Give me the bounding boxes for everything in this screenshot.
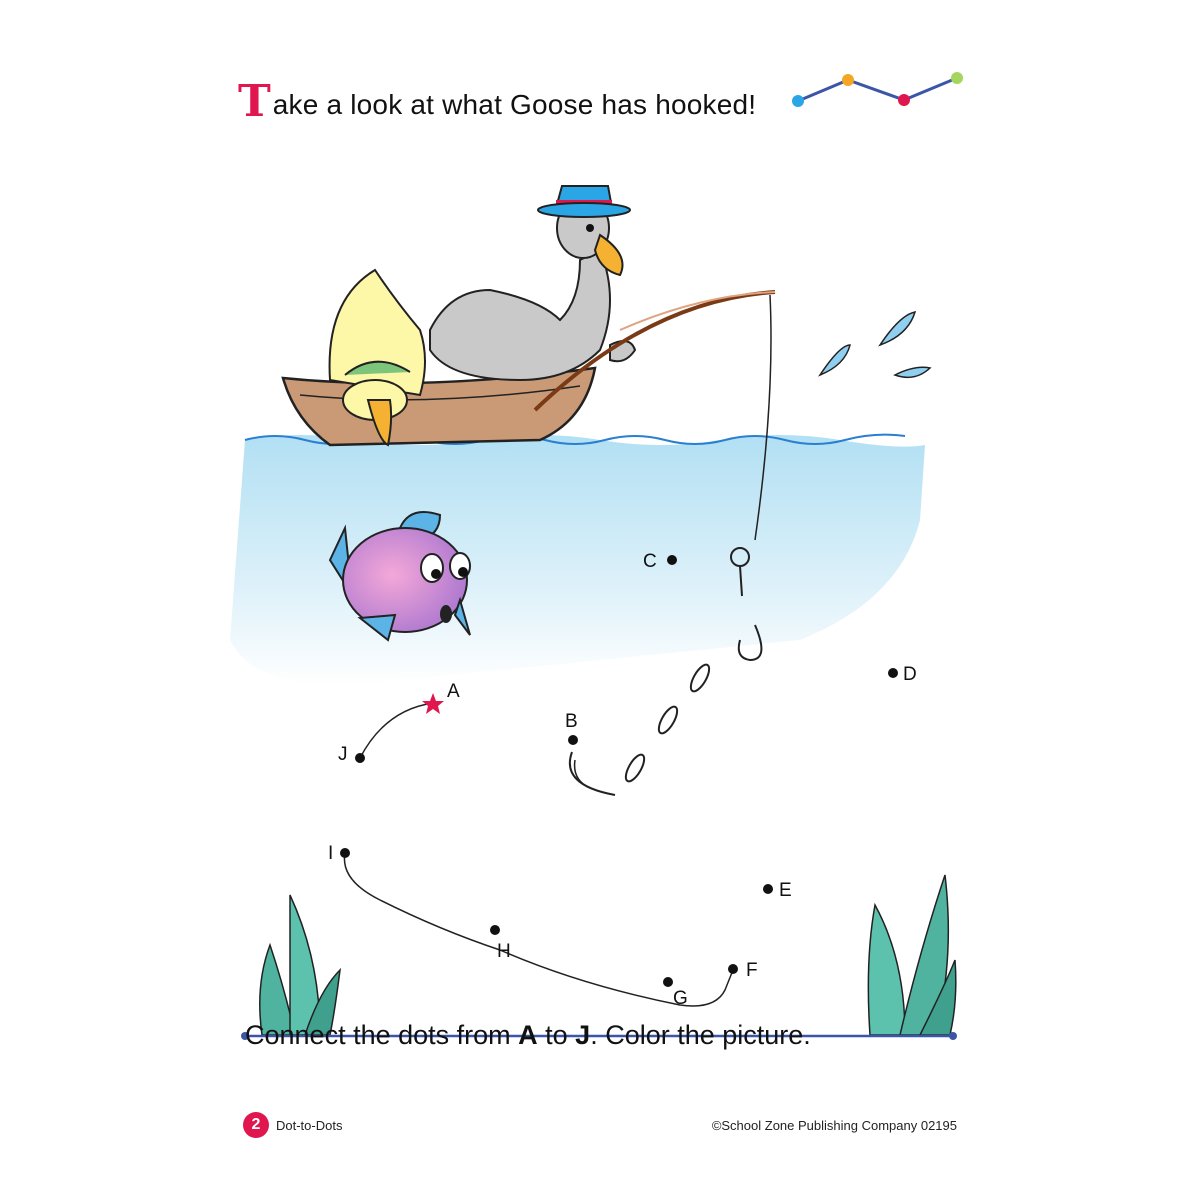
dot-j [355, 753, 365, 763]
dot-i [340, 848, 350, 858]
instruction-part-2: to [537, 1020, 576, 1050]
dot-label-c: C [643, 551, 657, 572]
dot-e [763, 884, 773, 894]
seaweed-left [260, 895, 340, 1035]
dot-label-e: E [779, 880, 792, 901]
dot-label-a: A [447, 681, 460, 702]
dot-label-d: D [903, 664, 917, 685]
footer-copyright: ©School Zone Publishing Company 02195 [711, 1118, 957, 1133]
instruction-part-3: . Color the picture. [590, 1020, 811, 1050]
goose-character [430, 186, 635, 380]
dot-b [568, 735, 578, 745]
dot-h [490, 925, 500, 935]
page-number-badge: 2 [243, 1112, 269, 1138]
header-decoration [792, 72, 963, 107]
water-splash [820, 312, 930, 377]
seaweed-right [868, 875, 955, 1035]
dot-label-f: F [746, 960, 758, 981]
instruction-part-1: Connect the dots from [245, 1020, 519, 1050]
dot-label-h: H [497, 941, 511, 962]
title-text: ake a look at what Goose has hooked! [272, 89, 757, 120]
dot-c [667, 555, 677, 565]
title-drop-cap: T [238, 76, 271, 127]
footer-section-title: Dot-to-Dots [276, 1118, 343, 1133]
dot-label-i: I [328, 843, 334, 864]
dot-f [728, 964, 738, 974]
dot-label-j: J [338, 744, 348, 765]
dot-label-b: B [565, 711, 578, 732]
instruction-start-letter: A [518, 1020, 538, 1050]
instruction-text [245, 1020, 811, 1051]
dot-label-g: G [673, 988, 688, 1009]
dot-d [888, 668, 898, 678]
instruction-end-letter: J [575, 1020, 591, 1050]
dot-g [663, 977, 673, 987]
partial-outline [344, 662, 733, 1006]
start-star-icon [422, 693, 444, 714]
